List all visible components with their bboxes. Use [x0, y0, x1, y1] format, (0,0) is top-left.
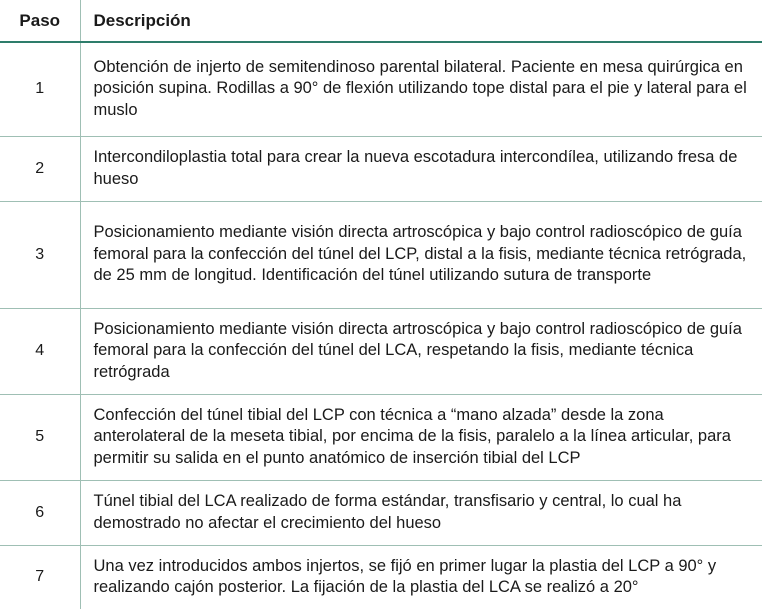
step-number: 1	[0, 42, 80, 136]
table-header-row	[0, 0, 762, 42]
step-description: Una vez introducidos ambos injertos, se fijó en primer lugar la plastia del LCP a 90° y realizando cajón posterior. La fijación de la plastia del LCA se realizó a 20°	[93, 556, 717, 597]
table-row	[0, 308, 762, 394]
step-description: Intercondiloplastia total para crear la nueva escotadura intercondílea, utilizando fresa de hueso	[93, 147, 738, 188]
step-number: 6	[0, 480, 80, 545]
header-description: Descripción	[80, 0, 762, 42]
header-step: Paso	[0, 0, 80, 42]
table-row	[0, 394, 762, 480]
table-row	[0, 42, 762, 136]
step-description: Posicionamiento mediante visión directa artroscópica y bajo control radioscópico de guía femoral para la confección del túnel del LCA, respetando la fisis, mediante técnica retrógrada	[93, 319, 742, 381]
table-row	[0, 136, 762, 201]
step-number: 3	[0, 201, 80, 308]
table-row	[0, 545, 762, 609]
step-number: 4	[0, 308, 80, 394]
step-description: Confección del túnel tibial del LCP con técnica a “mano alzada” desde la zona anterolateral de la meseta tibial, por encima de la fisis, paralelo a la línea articular, para permitir su salida en el punto anatómico de inserción tibial del LCP	[93, 405, 731, 467]
step-description: Obtención de injerto de semitendinoso parental bilateral. Paciente en mesa quirúrgica en posición supina. Rodillas a 90° de flexión utilizando tope distal para el pie y lateral para el muslo	[93, 57, 747, 120]
step-number: 5	[0, 394, 80, 480]
step-number: 7	[0, 545, 80, 609]
table-row	[0, 201, 762, 308]
step-description: Posicionamiento mediante visión directa artroscópica y bajo control radioscópico de guía femoral para la confección del túnel del LCP, distal a la fisis, mediante técnica retrógrada, de 25 mm de longitud. Identificación del túnel utilizando sutura de transporte	[93, 223, 747, 285]
step-number: 2	[0, 136, 80, 201]
step-description: Túnel tibial del LCA realizado de forma estándar, transfisario y central, lo cual ha demostrado no afectar el crecimiento del hueso	[93, 491, 682, 532]
table-row	[0, 480, 762, 545]
